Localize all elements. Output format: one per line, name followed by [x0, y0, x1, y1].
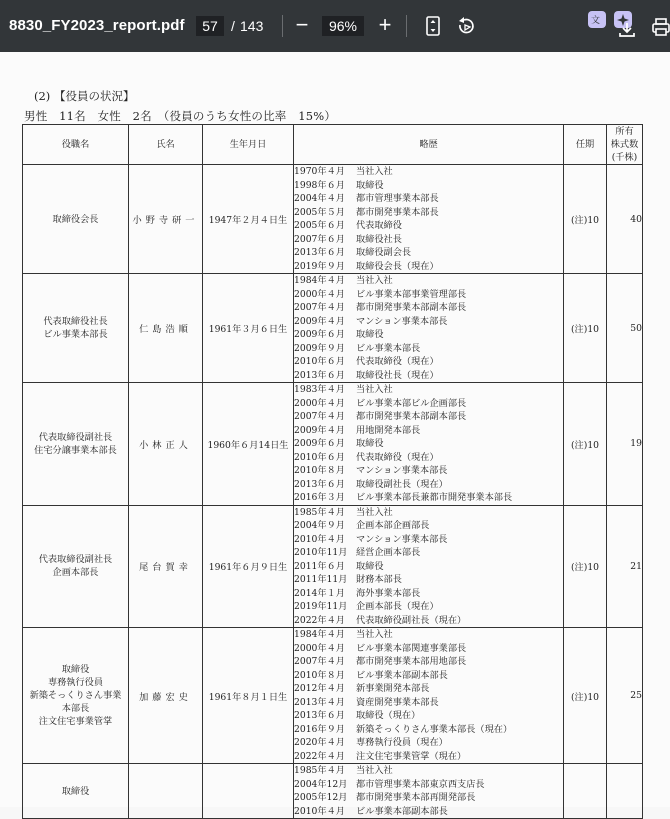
- career-date: 2012年４月: [294, 683, 345, 694]
- career-date: 2000年４月: [294, 397, 345, 409]
- career-entry: [294, 600, 563, 614]
- career-date: 2007年４月: [294, 302, 345, 313]
- zoom-in-button[interactable]: +: [378, 12, 392, 37]
- career-entry: [294, 437, 563, 451]
- officer-birth-date: 1947年２月４日生: [203, 165, 294, 274]
- page-number-input[interactable]: 57: [196, 16, 224, 36]
- career-entry: [294, 451, 563, 465]
- position-line: 代表取締役副社長: [38, 431, 113, 443]
- svg-text:文: 文: [591, 16, 601, 26]
- career-entry: [294, 560, 563, 574]
- career-text: ビル事業本部ビル企画部長: [356, 397, 467, 409]
- table-row: [23, 383, 643, 506]
- officer-career: [294, 165, 564, 274]
- career-date: 2007年４月: [294, 656, 345, 667]
- career-date: 1985年４月: [294, 506, 345, 518]
- career-date: 1998年６月: [294, 179, 345, 191]
- position-line: 取締役: [61, 785, 90, 797]
- career-text: 経営企画本部長: [356, 547, 421, 558]
- career-text: 都市開発事業本部長: [356, 206, 439, 218]
- career-date: 2000年４月: [294, 288, 345, 300]
- career-entry: [294, 274, 563, 288]
- position-line: 注文住宅事業管掌: [38, 716, 113, 727]
- total-pages: 143: [240, 18, 264, 34]
- career-date: 2010年４月: [294, 533, 345, 545]
- career-text: 当社入社: [356, 275, 393, 286]
- career-text: 取締役副社長（現在）: [356, 478, 448, 490]
- officer-position: [23, 505, 129, 628]
- career-entry: [294, 491, 563, 505]
- position-line: 取締役: [61, 664, 90, 675]
- career-date: 2009年４月: [294, 315, 345, 327]
- career-entry: [294, 736, 563, 750]
- pdf-toolbar: [0, 0, 670, 52]
- header-shares-line: (千株): [611, 152, 638, 163]
- officer-position: [23, 383, 129, 506]
- officer-term: (注)10: [564, 628, 607, 764]
- career-text: ビル事業本部関連事業部長: [356, 642, 467, 654]
- officer-birth-date: [203, 764, 294, 819]
- career-entry: [294, 587, 563, 601]
- officer-career: [294, 505, 564, 628]
- officer-term: (注)10: [564, 383, 607, 506]
- officer-position: [23, 165, 129, 274]
- position-line: 代表取締役副社長: [38, 554, 113, 566]
- career-entry: [294, 533, 563, 547]
- career-text: マンション事業本部長: [356, 533, 448, 545]
- career-text: 都市開発事業本部再開発部長: [356, 792, 476, 803]
- career-date: 2013年４月: [294, 696, 345, 708]
- table-row: [23, 764, 643, 819]
- career-text: 代表取締役: [356, 220, 402, 231]
- career-text: 都市開発事業本部用地部長: [356, 656, 467, 667]
- header-term: 任期: [564, 125, 607, 165]
- career-text: 取締役社長（現在）: [356, 369, 439, 381]
- career-text: 当社入社: [356, 166, 393, 177]
- officer-term: (注)10: [564, 505, 607, 628]
- officer-name: 加藤宏史: [129, 628, 203, 764]
- table-row: [23, 165, 643, 274]
- career-date: 2022年４月: [294, 750, 345, 762]
- career-entry: [294, 723, 563, 737]
- career-text: 企画本部企画部長: [356, 520, 430, 531]
- career-entry: [294, 342, 563, 356]
- position-line: 本部長: [61, 703, 90, 714]
- section-heading: (2) 【役員の状況】: [34, 89, 135, 103]
- table-row: [23, 628, 643, 764]
- career-date: 2022年４月: [294, 614, 345, 626]
- career-entry: [294, 383, 563, 397]
- career-entry: [294, 246, 563, 260]
- career-text: 取締役: [356, 438, 384, 449]
- career-entry: [294, 791, 563, 805]
- header-name: 氏名: [129, 125, 203, 165]
- officer-shares: 21: [607, 505, 643, 628]
- officer-shares: 19: [607, 383, 643, 506]
- career-date: 2005年６月: [294, 220, 345, 231]
- career-entry: [294, 628, 563, 642]
- career-date: 2009年４月: [294, 424, 345, 436]
- career-text: 取締役副会長: [356, 247, 412, 258]
- print-icon[interactable]: [652, 17, 670, 42]
- position-line: 企画本部長: [52, 567, 99, 579]
- career-text: ビル事業本部長兼都市開発事業本部長: [356, 492, 513, 503]
- career-entry: [294, 709, 563, 723]
- career-date: 2007年４月: [294, 411, 345, 422]
- officer-term: [564, 764, 607, 819]
- career-date: 2013年６月: [294, 710, 345, 721]
- career-entry: [294, 260, 563, 274]
- career-entry: [294, 506, 563, 520]
- career-text: ビル事業本部副本部長: [356, 669, 448, 681]
- career-entry: [294, 369, 563, 383]
- position-line: 新築そっくりさん事業: [29, 690, 122, 701]
- career-text: 都市開発事業本部副本部長: [356, 302, 467, 313]
- career-date: 2010年８月: [294, 465, 345, 476]
- officer-career: [294, 628, 564, 764]
- pdf-page: [0, 52, 670, 817]
- career-entry: [294, 288, 563, 302]
- career-text: 注文住宅事業管掌（現在）: [356, 750, 467, 762]
- zoom-out-button[interactable]: −: [295, 12, 309, 37]
- table-header-row: [23, 125, 643, 165]
- career-date: 2005年５月: [294, 206, 345, 218]
- career-date: 2005年12月: [294, 792, 348, 803]
- fit-page-icon[interactable]: [425, 16, 441, 41]
- career-entry: [294, 355, 563, 369]
- position-line: ビル事業本部長: [43, 329, 108, 340]
- career-entry: [294, 233, 563, 247]
- career-text: 企画本部長（現在）: [356, 601, 439, 612]
- career-entry: [294, 614, 563, 628]
- officer-name: 小野寺研一: [129, 165, 203, 274]
- career-date: 2011年11月: [294, 574, 348, 585]
- officer-shares: 50: [607, 274, 643, 383]
- career-entry: [294, 682, 563, 696]
- rotate-icon[interactable]: [456, 16, 476, 41]
- career-entry: [294, 573, 563, 587]
- career-text: 取締役会長（現在）: [356, 260, 439, 272]
- career-date: 2010年11月: [294, 547, 348, 558]
- career-date: 2014年１月: [294, 587, 345, 599]
- officer-birth-date: 1961年６月９日生: [203, 505, 294, 628]
- career-text: 当社入社: [356, 506, 393, 518]
- career-text: ビル事業本部事業管理部長: [356, 288, 467, 300]
- career-text: 取締役（現在）: [356, 710, 421, 721]
- header-position: 役職名: [23, 125, 129, 165]
- career-entry: [294, 669, 563, 683]
- career-entry: [294, 696, 563, 710]
- career-date: 1983年４月: [294, 384, 345, 395]
- career-date: 2000年４月: [294, 642, 345, 654]
- career-text: 海外事業本部長: [356, 587, 421, 599]
- career-entry: [294, 397, 563, 411]
- officer-term: (注)10: [564, 165, 607, 274]
- career-entry: [294, 424, 563, 438]
- career-text: 資産開発事業本部長: [356, 696, 439, 708]
- officer-shares: [607, 764, 643, 819]
- zoom-level-input[interactable]: 96%: [322, 16, 364, 36]
- career-text: マンション事業本部長: [356, 465, 448, 476]
- career-entry: [294, 179, 563, 193]
- career-entry: [294, 315, 563, 329]
- officer-name: [129, 764, 203, 819]
- officers-table: [22, 124, 643, 819]
- career-date: 1984年４月: [294, 275, 345, 286]
- officer-birth-date: 1960年６月14日生: [203, 383, 294, 506]
- career-entry: [294, 219, 563, 233]
- career-entry: [294, 165, 563, 179]
- officer-shares: 25: [607, 628, 643, 764]
- toolbar-divider: [282, 15, 283, 37]
- career-text: 財務本部長: [356, 574, 402, 585]
- career-date: 2013年６月: [294, 369, 345, 381]
- position-line: 代表取締役社長: [43, 316, 108, 327]
- career-text: 代表取締役（現在）: [356, 356, 439, 367]
- career-entry: [294, 778, 563, 792]
- career-text: 新事業開発本部長: [356, 683, 430, 694]
- table-row: [23, 505, 643, 628]
- career-entry: [294, 764, 563, 778]
- officer-career: [294, 383, 564, 506]
- career-entry: [294, 206, 563, 220]
- career-text: ビル事業本部長: [356, 342, 421, 354]
- career-date: 1970年４月: [294, 166, 345, 177]
- career-text: 代表取締役副社長（現在）: [356, 614, 467, 626]
- officer-name: 小林正人: [129, 383, 203, 506]
- header-birth-date: 生年月日: [203, 125, 294, 165]
- career-date: 2019年11月: [294, 601, 348, 612]
- document-title: 8830_FY2023_report.pdf: [9, 17, 185, 34]
- career-date: 2007年６月: [294, 233, 345, 245]
- career-entry: [294, 301, 563, 315]
- career-text: 取締役社長: [356, 233, 402, 245]
- career-date: 2009年６月: [294, 329, 345, 340]
- career-text: 当社入社: [356, 765, 393, 776]
- career-date: 2010年４月: [294, 805, 345, 817]
- translate-icon[interactable]: [588, 11, 606, 28]
- career-date: 2016年３月: [294, 492, 345, 503]
- header-shares-line: 株式数: [610, 139, 639, 150]
- gender-summary: 男性 11名 女性 2名 （役員のうち女性の比率 15%）: [24, 109, 337, 123]
- career-entry: [294, 328, 563, 342]
- officer-birth-date: 1961年３月６日生: [203, 274, 294, 383]
- table-row: [23, 274, 643, 383]
- career-text: 当社入社: [356, 629, 393, 640]
- officer-shares: 40: [607, 165, 643, 274]
- career-text: ビル事業本部副本部長: [356, 805, 448, 817]
- career-date: 2019年９月: [294, 260, 345, 272]
- career-date: 2010年６月: [294, 356, 345, 367]
- career-text: 取締役: [356, 329, 384, 340]
- career-date: 2004年４月: [294, 193, 345, 204]
- career-date: 2004年12月: [294, 778, 348, 790]
- career-entry: [294, 546, 563, 560]
- career-text: 都市管理事業本部東京西支店長: [356, 778, 485, 790]
- career-date: 2020年４月: [294, 737, 345, 748]
- career-entry: [294, 655, 563, 669]
- career-date: 2004年９月: [294, 520, 345, 531]
- career-entry: [294, 478, 563, 492]
- career-date: 2013年６月: [294, 247, 345, 258]
- career-date: 2010年６月: [294, 451, 345, 463]
- officer-term: (注)10: [564, 274, 607, 383]
- officer-position: [23, 274, 129, 383]
- career-entry: [294, 642, 563, 656]
- career-entry: [294, 192, 563, 206]
- career-text: 取締役: [356, 179, 384, 191]
- officer-position: [23, 628, 129, 764]
- header-shares: [607, 125, 643, 165]
- position-line: 専務執行役員: [47, 677, 104, 688]
- career-entry: [294, 464, 563, 478]
- page-separator: /: [231, 18, 235, 34]
- officer-career: [294, 764, 564, 819]
- career-date: 2016年９月: [294, 723, 345, 735]
- officer-position: [23, 764, 129, 819]
- officer-name: 尾台賀幸: [129, 505, 203, 628]
- position-line: 取締役会長: [52, 213, 99, 225]
- header-shares-line: 所有: [615, 126, 634, 137]
- career-date: 2013年６月: [294, 478, 345, 490]
- career-text: 取締役: [356, 560, 384, 572]
- career-date: 1985年４月: [294, 765, 345, 776]
- career-date: 1984年４月: [294, 629, 345, 640]
- header-career: 略歴: [294, 125, 564, 165]
- officer-birth-date: 1961年８月１日生: [203, 628, 294, 764]
- download-icon[interactable]: [618, 22, 636, 43]
- career-date: 2010年８月: [294, 669, 345, 681]
- career-date: 2011年６月: [294, 560, 345, 572]
- officer-career: [294, 274, 564, 383]
- officer-name: 仁島浩順: [129, 274, 203, 383]
- career-entry: [294, 519, 563, 533]
- career-text: 都市開発事業本部副本部長: [356, 411, 467, 422]
- career-entry: [294, 750, 563, 764]
- career-text: マンション事業本部長: [356, 315, 448, 327]
- career-text: 当社入社: [356, 384, 393, 395]
- career-entry: [294, 410, 563, 424]
- career-text: 専務執行役員（現在）: [356, 737, 448, 748]
- career-date: 2009年９月: [294, 342, 345, 354]
- career-text: 新築そっくりさん事業本部長（現在）: [356, 723, 513, 735]
- career-text: 代表取締役（現在）: [356, 451, 439, 463]
- toolbar-divider: [406, 15, 407, 37]
- career-text: 用地開発本部長: [356, 424, 421, 436]
- career-date: 2009年６月: [294, 438, 345, 449]
- career-text: 都市管理事業本部長: [356, 193, 439, 204]
- position-line: 住宅分譲事業本部長: [34, 444, 117, 456]
